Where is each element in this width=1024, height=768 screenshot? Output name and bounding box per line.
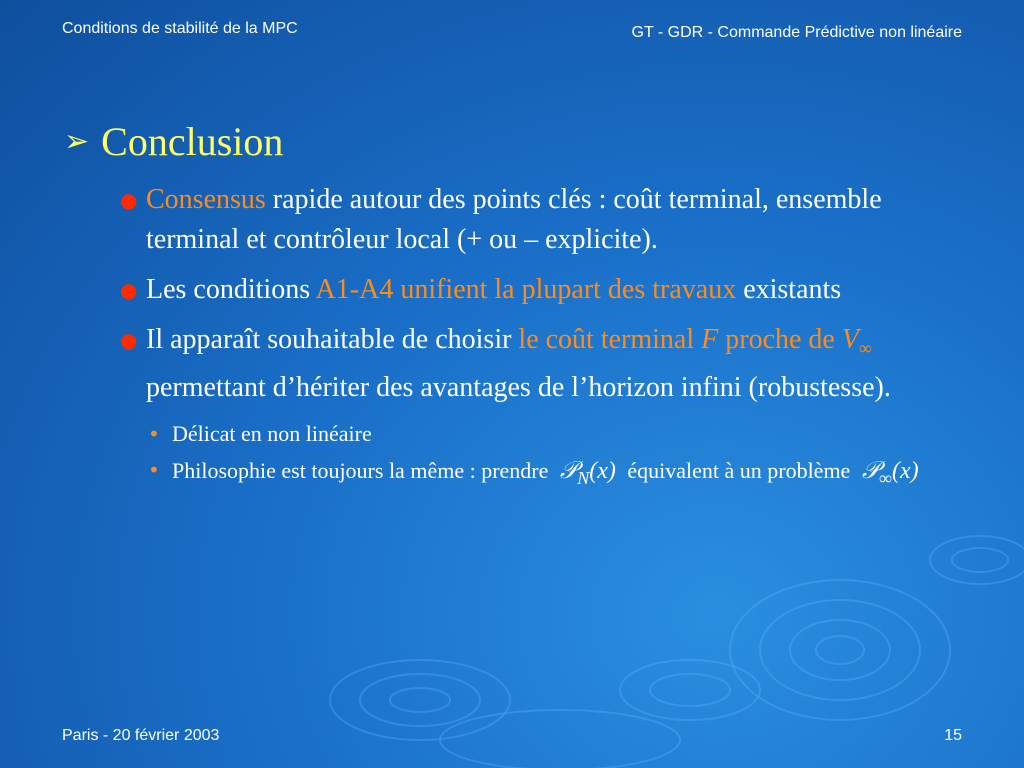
sub-bullet-nonlinear — [146, 418, 970, 450]
philosophy-pre: Philosophie est toujours la même : prendre — [172, 458, 554, 483]
math-P-symbol-2: 𝒫 — [861, 456, 880, 484]
consensus-highlight: Consensus — [146, 184, 266, 215]
header-right: GT - GDR - Commande Prédictive non linéaire — [631, 24, 962, 41]
math-P-symbol: 𝒫 — [559, 456, 578, 484]
conditions-pre: Les conditions — [146, 274, 316, 305]
small-bullet-icon: • — [148, 422, 160, 446]
sub-bullet-philosophy — [146, 454, 970, 494]
math-P-arg-1: (x) — [589, 458, 616, 484]
terminal-highlight-2: proche de — [718, 324, 842, 355]
math-P-sub-inf: ∞ — [879, 468, 892, 488]
consensus-text: rapide autour des points clés : coût terminal, ensemble terminal et contrôleur local (+ ou – explicite). — [146, 184, 882, 255]
math-Pinf-x — [861, 456, 919, 488]
round-bullet-icon: ● — [120, 278, 138, 302]
bullet-terminal-cost — [120, 320, 970, 408]
math-PN-x — [559, 456, 616, 488]
terminal-highlight-1: le coût terminal — [518, 324, 702, 355]
arrow-bullet-icon: ➢ — [64, 124, 90, 159]
math-P-arg-2: (x) — [891, 458, 919, 484]
sub-bullets — [120, 418, 970, 494]
page-number: 15 — [944, 727, 962, 744]
header-left: Conditions de stabilité de la MPC — [62, 20, 298, 37]
sub-bullet-nonlinear-text: Délicat en non linéaire — [172, 421, 372, 446]
slide-title-text: Conclusion — [101, 119, 284, 164]
philosophy-mid: équivalent à un problème — [621, 458, 856, 483]
terminal-pre: Il apparaît souhaitable de choisir — [146, 324, 519, 355]
math-P-sub-N: N — [577, 468, 590, 488]
terminal-V-infinity: ∞ — [858, 338, 872, 358]
round-bullet-icon: ● — [120, 188, 138, 212]
slide-title — [64, 118, 283, 165]
terminal-post: permettant d’hériter des avantages de l’horizon infini (robustesse). — [146, 372, 891, 403]
round-bullet-icon: ● — [120, 328, 138, 352]
terminal-F: F — [701, 324, 719, 355]
conditions-post: existants — [736, 274, 842, 305]
footer-left: Paris - 20 février 2003 — [62, 727, 220, 744]
small-bullet-icon: • — [148, 458, 160, 482]
slide-body — [120, 180, 970, 494]
bullet-conditions — [120, 270, 970, 310]
bullet-consensus — [120, 180, 970, 260]
terminal-V: V — [841, 324, 859, 355]
conditions-highlight: A1-A4 unifient la plupart des travaux — [315, 274, 737, 305]
